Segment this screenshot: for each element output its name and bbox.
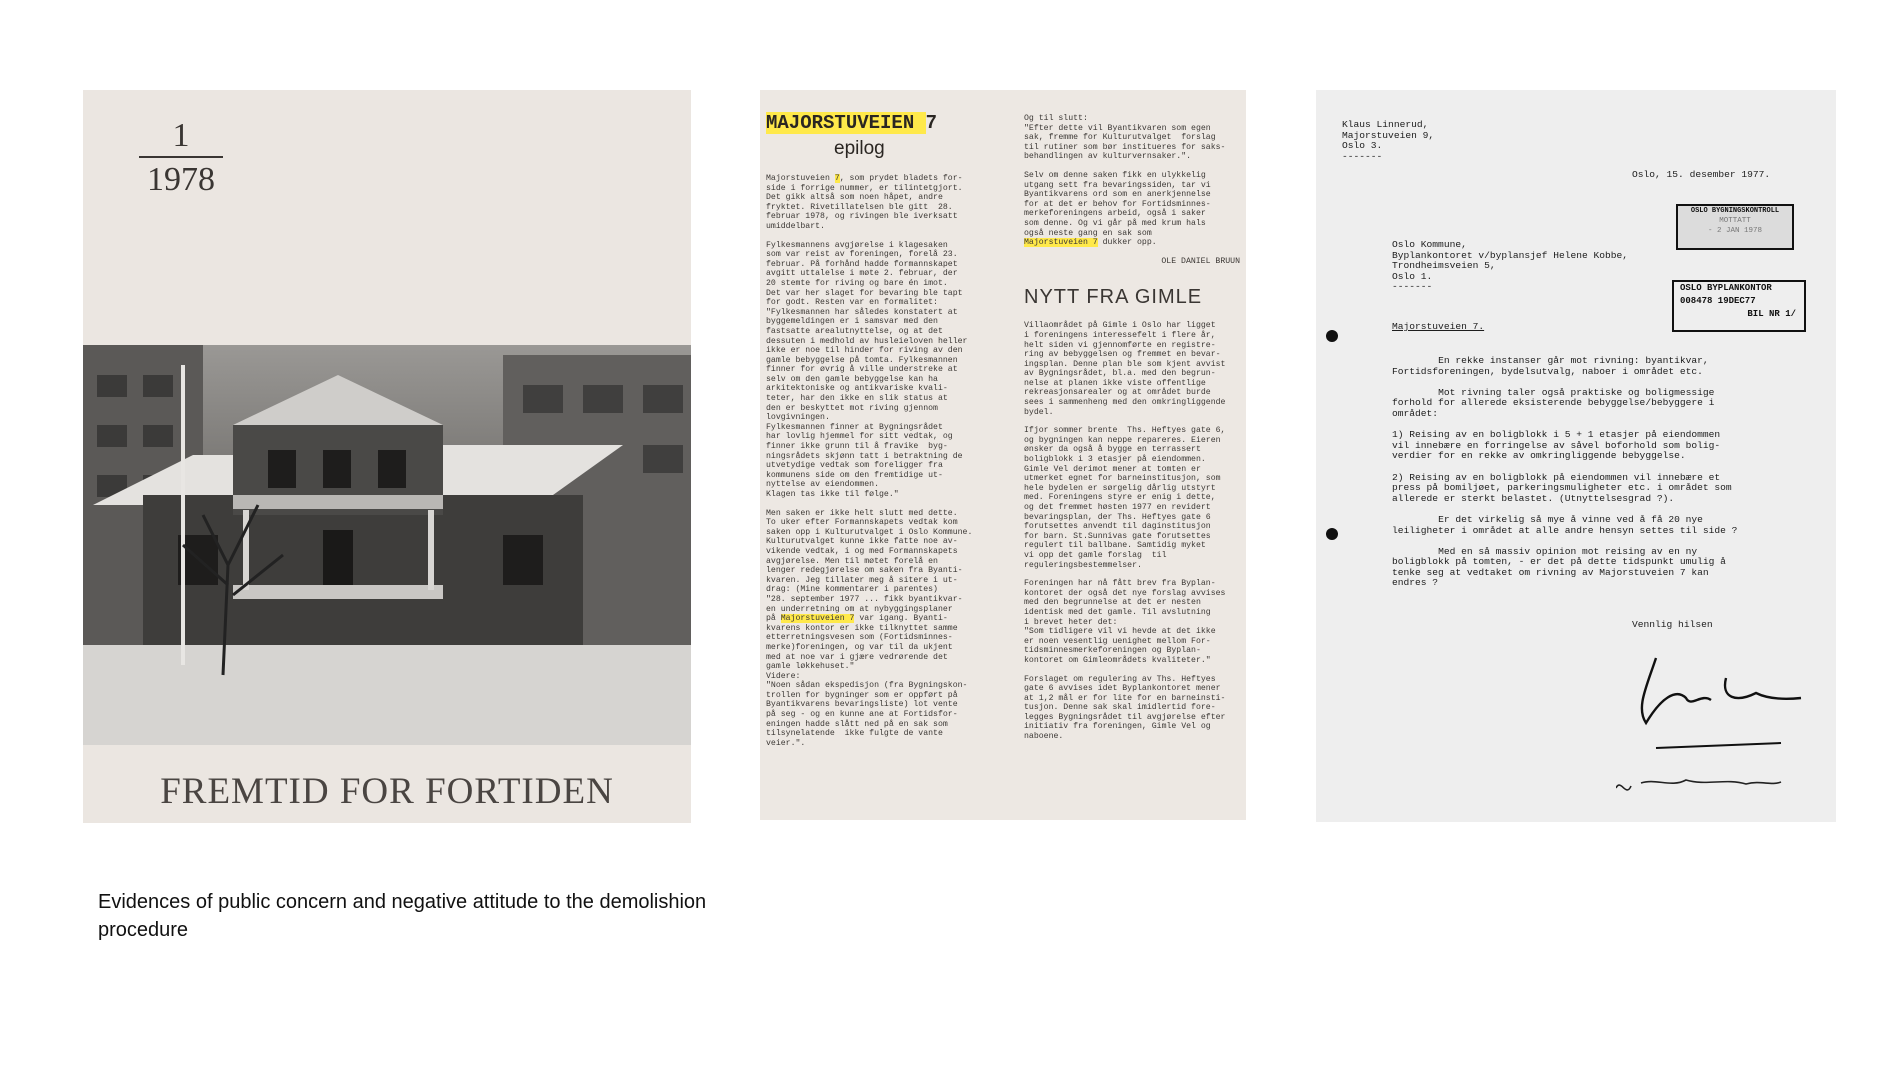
slide-caption: Evidences of public concern and negative attitude to the demolishion procedure bbox=[98, 891, 707, 941]
stamp-line: MOTTATT bbox=[1719, 217, 1751, 225]
article-paragraph bbox=[1024, 171, 1246, 248]
section-title: NYTT FRA GIMLE bbox=[1024, 286, 1203, 309]
article-paragraph: Fylkesmannens avgjørelse i klagesaken som var reist av foreningen, forelå 23. februar. På forhånd hadde formannskapet avgitt uttalelse i møte 2. februar, der 20 stemte for riving og bare én imot. Det var her slaget for bevaring ble tapt for godt. Resten var en formalitet: "Fylkesmannen har således konstatert at byggemeldingen er i samsvar med den fastsatte arealutnyttelse, og at det dessuten i medhold av husleieloven heller ikke er noe til hinder for riving av den gamle bebyggelse på tomta. Fylkesmannen finner for øvrig å ville understreke at selv om den gamle bebyggelse kan ha arkitektoniske og antikvariske kvali- teter, har den ikke en slik status at den er beskyttet mot riving gjennom lovgivningen. Fylkesmannen finner at Bygningsrådet har lovlig hjemmel for sitt vedtak, og finner ikke grunn til å fravike byg- ningsrådets skjønn tatt i betraktning de utvetydige vedtak som foreligger fra kommunens side om den fremtidige ut- nyttelse av eiendommen. Klagen tas ikke til følge." bbox=[766, 240, 968, 499]
paragraph-text: Men saken er ikke helt slutt med dette. To uker efter Formannskapets vedtak kom saken opp i Kulturutvalget i Oslo Kommune. Kulturutvalget kunne ikke fatte noe av- vikende vedtak, i og med Formannskapets avgjørelse. Men til møtet forelå en lenger redegjørelse om saken fra Byanti- kvaren. Jeg tillater meg å sitere i ut- drag: (Mine kommentarer i parentes) "28. september 1977 ... fikk byantikvar- en underretning om at nybyggingsplaner på bbox=[766, 508, 973, 624]
article-column-left bbox=[766, 112, 998, 757]
paragraph-text: , som prydet bladets for- side i forrige nummer, er tilintetgjort. Det gikk altså som noen håpet, andre fryktet. Rivetillatelsen ble gitt 28. februar 1978, og rivingen ble iverksatt umiddelbart. bbox=[766, 174, 963, 231]
issue-year: 1978 bbox=[147, 161, 215, 198]
villa-photo-drawing bbox=[83, 345, 691, 745]
punch-hole bbox=[1326, 528, 1338, 540]
magazine-article-page bbox=[760, 90, 1246, 820]
paragraph-text: Selv om denne saken fikk en ulykkelig utgang sett fra bevaringssiden, tar vi Byantikvarens ord som en anerkjennelse for at det er behov for Fortidsminnes- merkeforeningens arbeid, også i saker som denne. Og vi går på med krum hals også neste gang en sak som bbox=[1024, 170, 1211, 238]
stamp-line: OSLO BYGNINGSKONTROLL bbox=[1690, 207, 1780, 215]
letter-subject: Majorstuveien 7. bbox=[1392, 321, 1485, 332]
punch-hole bbox=[1326, 330, 1338, 342]
article-paragraph: Forslaget om regulering av Ths. Heftyes gate 6 avvises idet Byplankontoret mener at 1,2 mål er for lite for en barneinsti- tusjon. Denne sak skal imidlertid fore- legges Bygningsrådet til avgjørelse efter initiativ fra foreningen, Gimle Vel og naboene. bbox=[1024, 674, 1226, 742]
headline-highlight-gap bbox=[914, 112, 925, 134]
stamp-line: - 2 JAN 1978 bbox=[1707, 227, 1762, 235]
article-headline bbox=[766, 112, 998, 134]
letter-recipient-address: Oslo Kommune, Byplankontoret v/byplansjef Helene Kobbe, Trondheimsveien 5, Oslo 1. ------- bbox=[1392, 239, 1629, 293]
issue-label bbox=[139, 118, 223, 198]
byplan-stamp bbox=[1672, 280, 1806, 332]
article-paragraph: Ifjor sommer brente Ths. Heftyes gate 6, og bygningen kan neppe repareres. Eieren ønsker da også å bygge en terrassert boligblokk i 3 etasjer på eiendommen. Gimle Vel derimot mener at tomten er utmerket egnet for barneinstitusjon, som hele bydelen er sørgelig dårlig utstyrt med. Foreningens styre er enig i dette, og det fremmet høsten 1977 en revidert bevaringsplan, der Ths. Heftyes gate 6 forutsettes anvendt til daginstitusjon for barn. St.Sunnivas gate forutsettes regulert til ballbane. Samtidig myket vi opp det gamle forslag til reguleringsbestemmelser. bbox=[1024, 426, 1226, 570]
received-stamp bbox=[1676, 204, 1794, 250]
magazine-cover-image bbox=[83, 90, 691, 823]
paragraph-text: Majorstuveien bbox=[766, 174, 835, 183]
headline-highlighted-street: MAJORSTUVEIEN bbox=[766, 112, 915, 134]
article-paragraph: Foreningen har nå fått brev fra Byplan- kontoret der også det nye forslag avvises med den begrunnelse at det er nesten identisk med det gamle. Til avslutning i brevet heter det: "Som tidligere vil vi hevde at det ikke er noen vesentlig uenighet mellom For- tidsminnesmerkeforeningen og Byplan- kontoret om Gimleområdets kvaliteter." bbox=[1024, 579, 1226, 665]
magazine-masthead: FREMTID FOR FORTIDEN bbox=[160, 771, 614, 812]
typed-letter-image bbox=[1316, 90, 1836, 822]
letter-date: Oslo, 15. desember 1977. bbox=[1632, 169, 1771, 180]
issue-divider bbox=[139, 156, 223, 158]
highlighted-text: Majorstuveien 7 bbox=[1024, 238, 1098, 248]
paragraph-text: dukker opp. bbox=[1097, 238, 1157, 248]
article-subheadline: epilog bbox=[834, 138, 885, 159]
stamp-line: OSLO BYPLANKONTOR bbox=[1680, 283, 1772, 293]
letter-sender-address: Klaus Linnerud, Majorstuveien 9, Oslo 3. ------- bbox=[1342, 119, 1435, 162]
highlighted-text: 7 bbox=[834, 174, 840, 183]
villa-photo bbox=[83, 345, 691, 745]
handwritten-signature bbox=[1616, 638, 1816, 808]
article-paragraph: Og til slutt: "Efter dette vil Byantikvaren som egen sak, fremme for Kulturutvalget forslag til rutiner som bør institueres for saks- behandlingen av kulturvernsaker.". bbox=[1024, 114, 1226, 162]
highlighted-text: Majorstuveien 7 bbox=[780, 614, 855, 624]
article-author: OLE DANIEL BRUUN bbox=[1161, 256, 1240, 266]
article-paragraph: Villaområdet på Gimle i Oslo har ligget i foreningens interessefelt i flere år, helt siden vi gjennomførte en registre- ring av bebyggelsen og fremmet en bevar- ingsplan. Denne plan ble som kjent avvist av Bygningsrådet, bl.a. med den begrun- nelse at planen ikke viste offentlige rekreasjonsarealer og at området burde sees i sammenheng med den omkringliggende bydel. bbox=[1024, 321, 1226, 417]
issue-number: 1 bbox=[172, 117, 190, 154]
letter-body: En rekke instanser går mot rivning: byantikvar, Fortidsforeningen, bydelsutvalg, naboer i området etc. Mot rivning taler også praktiske og boligmessige forhold for allerede eksisterende bebyggelse/bebyggere i området: 1) Reising av en boligblokk i 5 + 1 etasjer på eiendommen vil innebære en forringelse av såvel boforhold som bolig- verdier for en rekke av omkringliggende bebyggelse. 2) Reising av en boligblokk på eiendommen vil innebære et press på bomiljøet, parkeringsmuligheter etc. i området som allerede er sterkt belastet. (Utnyttelsesgrad ?). Er det virkelig så mye å vinne ved å få 20 nye leiligheter i området at alle andre hensyn settes til side ? Med en så massiv opinion mot reising av en ny boligblokk på tomten, - er det på dette tidspunkt umulig å tenke seg at vedtaket om rivning av Majorstuveien 7 kan endres ? bbox=[1392, 355, 1738, 589]
article-column-right bbox=[1024, 114, 1246, 751]
paragraph-text: var igang. Byanti- kvarens kontor er ikke tilknyttet samme etterretningsvesen som (Fortidsminnes- merke)foreningen, og var til da ukjent med at noe var i gjære vedrørende det gamle løkkehuset." Videre: "Noen sådan ekspedisjon (fra Bygningskon- trollen for bygninger som er oppført på Byantikvarens bevaringsliste) lot vente på seg - og en kunne ane at Fortidsfor- eningen hadde slått ned på en sak som tilsynelatende ikke fulgte de vante veier.". bbox=[766, 614, 968, 748]
stamp-line: BIL NR 1/ bbox=[1747, 309, 1796, 319]
letter-closing: Vennlig hilsen bbox=[1632, 619, 1713, 630]
stamp-line: 008478 19DEC77 bbox=[1680, 296, 1756, 306]
article-paragraph bbox=[766, 509, 998, 749]
headline-number: 7 bbox=[925, 112, 938, 134]
article-paragraph bbox=[766, 174, 998, 232]
